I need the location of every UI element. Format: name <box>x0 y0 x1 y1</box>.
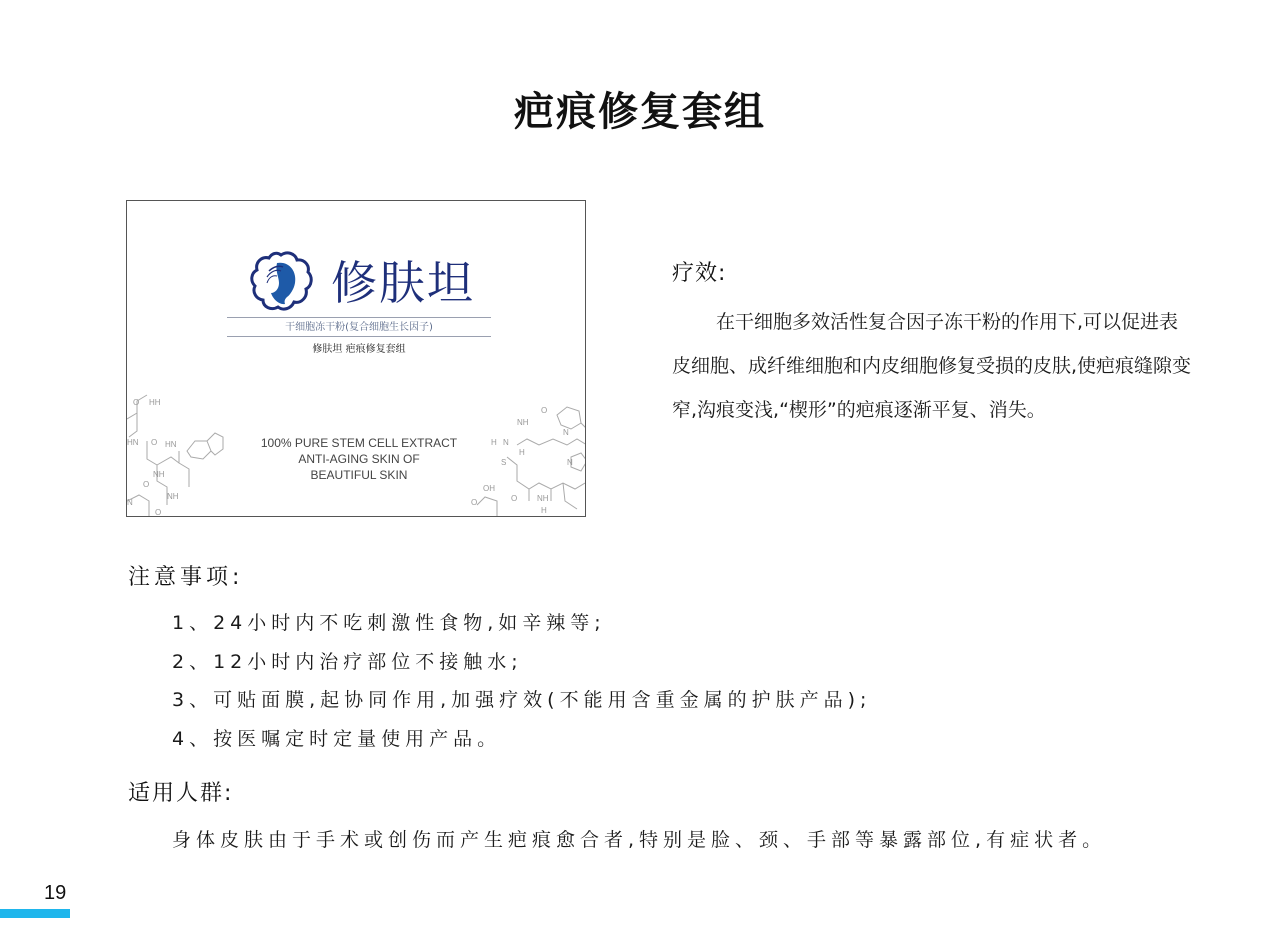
svg-text:N: N <box>503 438 509 447</box>
list-item: 1、24小时内不吃刺激性食物,如辛辣等; <box>172 612 606 634</box>
svg-text:S: S <box>501 458 507 467</box>
page-number: 19 <box>44 882 67 904</box>
tagline-line: BEAUTIFUL SKIN <box>310 468 408 482</box>
product-image-card <box>126 200 586 517</box>
svg-text:N: N <box>127 498 133 507</box>
audience-heading: 适用人群: <box>128 781 234 806</box>
list-item: 4、按医嘱定时定量使用产品。 <box>172 727 502 750</box>
efficacy-body: 在干细胞多效活性复合因子冻干粉的作用下,可以促进表皮细胞、成纤维细胞和内皮细胞修复受损的皮肤,使疤痕缝隙变窄,沟痕变浅,“楔形”的疤痕逐渐平复、消失。 <box>672 311 1192 421</box>
svg-text:O: O <box>133 398 140 407</box>
page-title: 疤痕修复套组 <box>514 89 766 135</box>
page-accent-bar <box>0 909 70 918</box>
svg-text:HH: HH <box>149 398 161 407</box>
svg-text:H: H <box>519 448 525 457</box>
precautions-heading: 注意事项: <box>128 565 244 590</box>
svg-text:O: O <box>143 480 150 489</box>
svg-text:H: H <box>491 438 497 447</box>
svg-text:N: N <box>563 428 569 437</box>
svg-text:NH: NH <box>517 418 529 427</box>
svg-text:HN: HN <box>165 440 177 449</box>
list-item: 2、12小时内治疗部位不接触水; <box>172 650 523 673</box>
molecule-left-decoration <box>127 391 237 517</box>
svg-text:HN: HN <box>127 438 139 447</box>
svg-text:N: N <box>567 458 573 467</box>
svg-text:NH: NH <box>537 494 549 503</box>
brand-name: 修肤坦 <box>331 256 475 310</box>
svg-text:NH: NH <box>167 492 179 501</box>
list-item: 3、可贴面膜,起协同作用,加强疗效(不能用含重金属的护肤产品); <box>172 689 872 711</box>
card-subtitle: 干细胞冻干粉(复合细胞生长因子) <box>285 322 433 333</box>
svg-text:O: O <box>511 494 518 503</box>
svg-text:O: O <box>541 406 548 415</box>
brand-logo-icon <box>249 249 313 313</box>
svg-text:O: O <box>155 508 162 517</box>
efficacy-heading: 疗效: <box>672 261 727 286</box>
svg-text:NH: NH <box>153 470 165 479</box>
divider <box>227 336 491 337</box>
molecule-right-decoration <box>467 401 586 517</box>
svg-text:O: O <box>151 438 158 447</box>
audience-body: 身体皮肤由于手术或创伤而产生疤痕愈合者,特别是脸、颈、手部等暴露部位,有症状者。 <box>172 829 1107 851</box>
divider <box>227 317 491 318</box>
precautions-list <box>172 604 871 758</box>
svg-text:O: O <box>471 498 478 507</box>
card-tagline <box>227 435 491 483</box>
tagline-line: 100% PURE STEM CELL EXTRACT <box>260 436 458 450</box>
svg-text:H: H <box>541 506 547 515</box>
card-product-line: 修肤坦 疤痕修复套组 <box>312 344 406 355</box>
tagline-line: ANTI-AGING SKIN OF <box>298 452 420 466</box>
svg-text:OH: OH <box>483 484 495 493</box>
